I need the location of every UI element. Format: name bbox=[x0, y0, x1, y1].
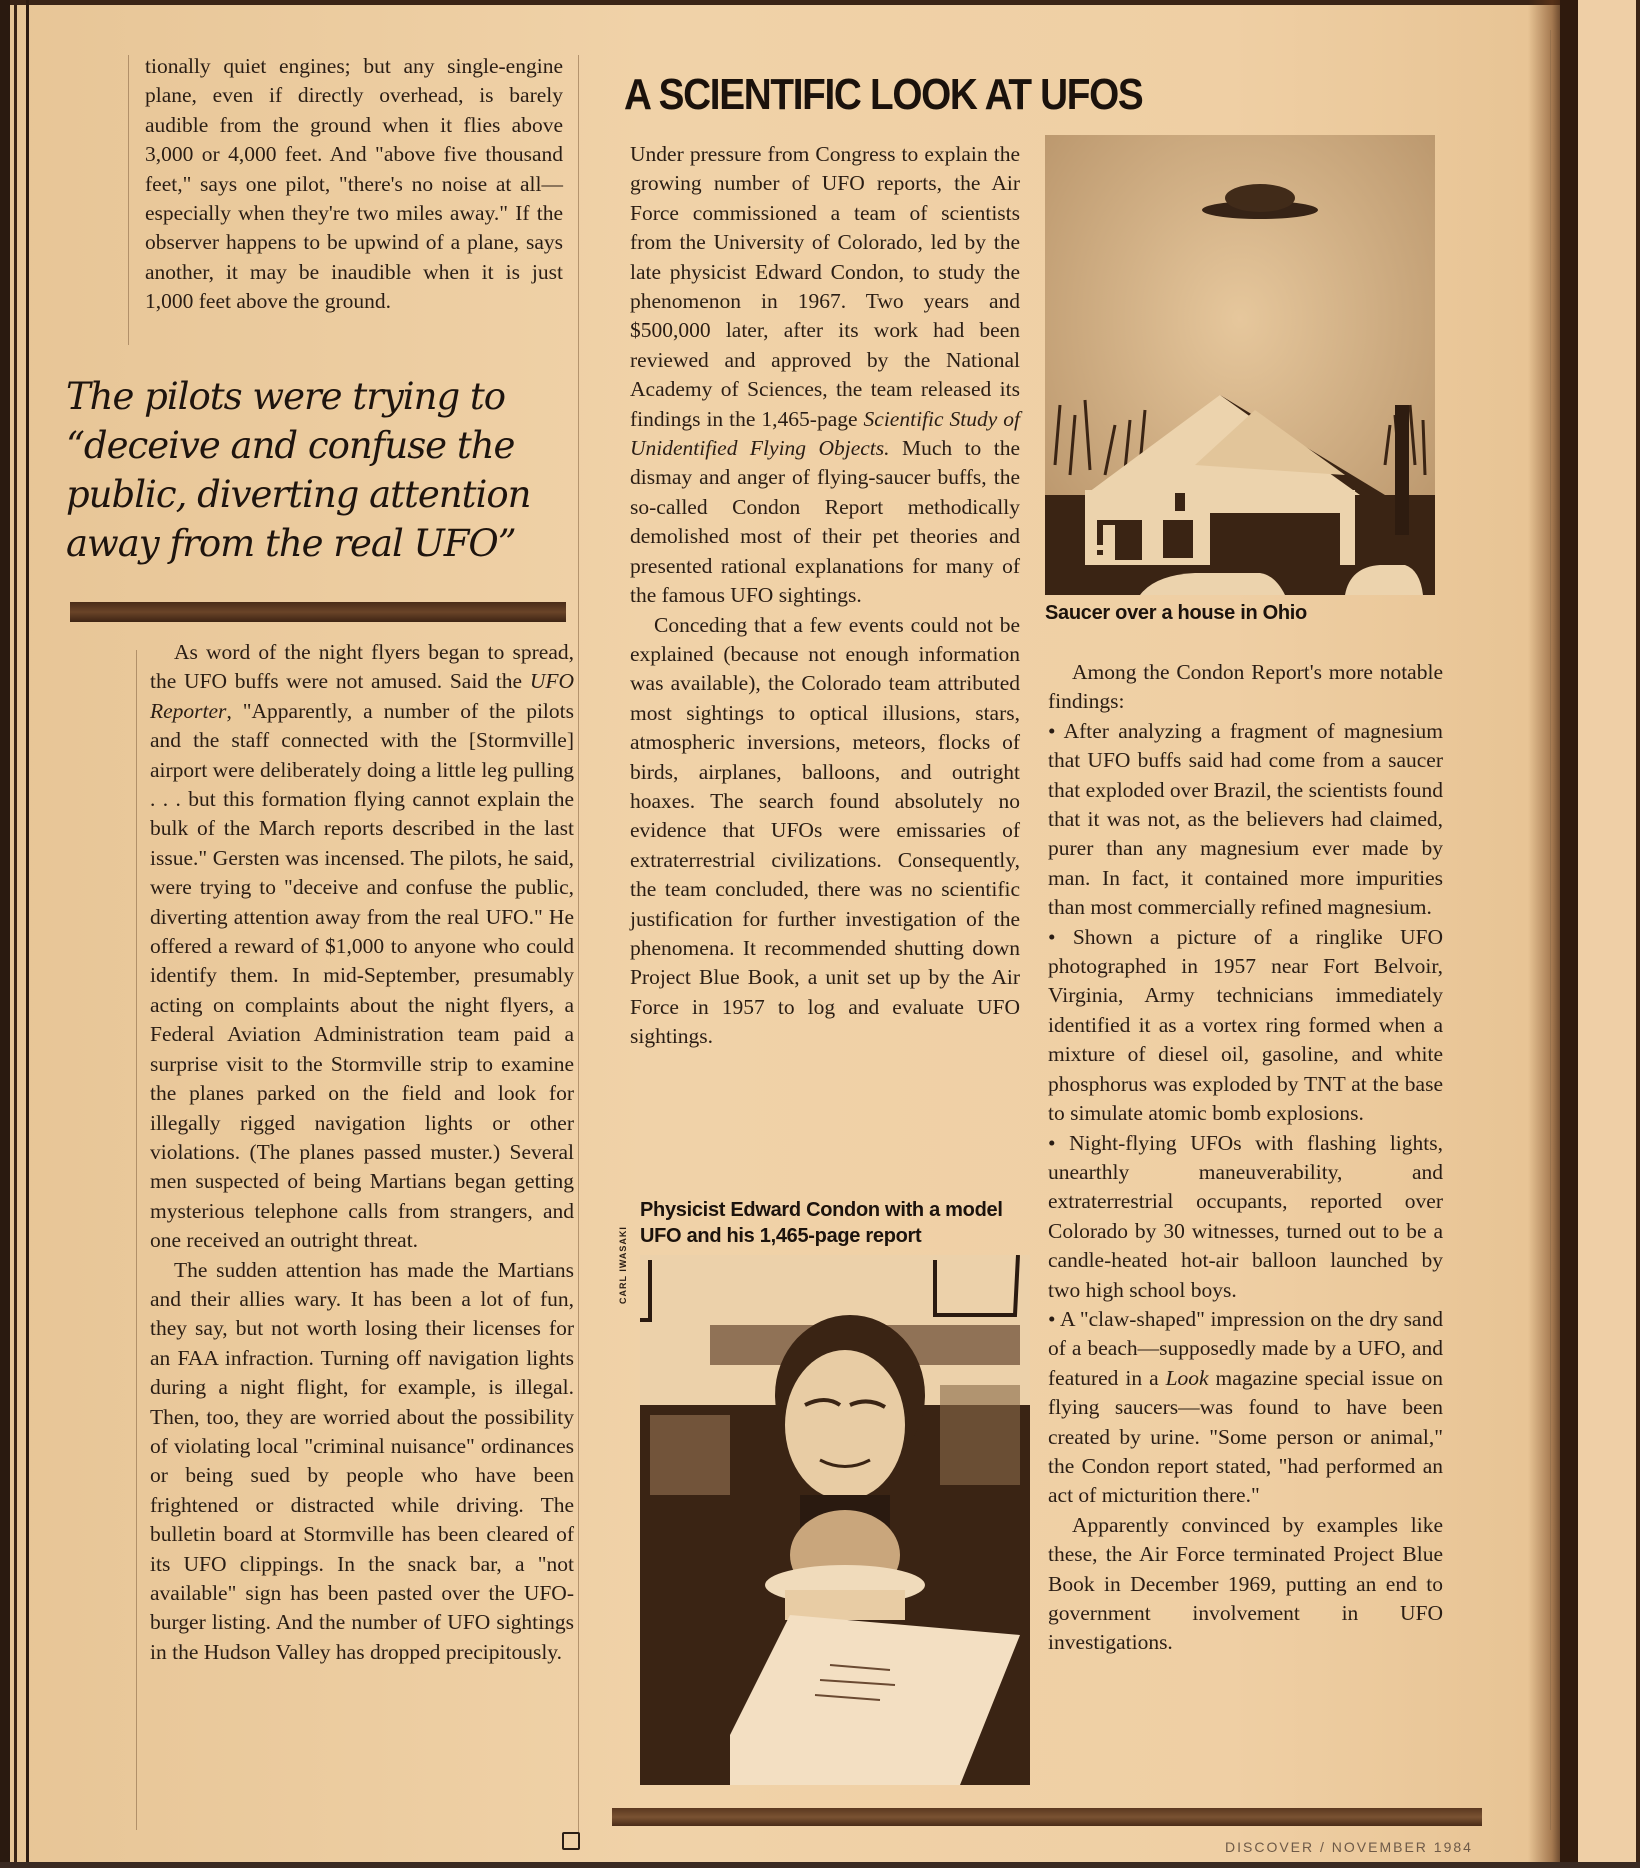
bullet-icon: • bbox=[1048, 1306, 1056, 1331]
column-rule bbox=[1550, 30, 1551, 1830]
bullet-icon: • bbox=[1048, 924, 1056, 949]
saucer-photo bbox=[1045, 135, 1435, 595]
page-right-border bbox=[1636, 0, 1640, 1868]
pull-quote-rule-bar bbox=[70, 602, 566, 622]
finding-text: magazine special issue on flying saucers—was found to have been created by urine. "Some person or animal," the Condon report stated, "had performed an act of micturition there." bbox=[1048, 1365, 1444, 1508]
page-right-edge bbox=[1560, 0, 1578, 1868]
condon-illustration bbox=[640, 1255, 1030, 1785]
binding-edge bbox=[0, 0, 10, 1868]
sidebar-bottom-rule-bar bbox=[612, 1808, 1482, 1826]
text-run: Under pressure from Congress to explain the growing number of UFO reports, the Air Force commissioned a team of scientists from the University of Colorado, led by the late physicist Edward Condon, to study the phenomenon in 1967. Two years and $500,000 later, after its work had been reviewed and approved by the National Academy of Sciences, the team released its findings in the 1,465-page bbox=[630, 142, 1020, 431]
column-rule bbox=[578, 55, 579, 1845]
paragraph: The sudden attention has made the Martians and their allies wary. It has been a lot of fun, they say, but not worth losing their licenses for an FAA infraction. Turning off navigation lights during a night flight, for example, is illegal. Then, too, they are worried about the possibility of violating local "criminal nuisance" ordinances or being sued by people who have been frightened or distracted while driving. The bulletin board at Stormville has been cleared of its UFO clippings. In the snack bar, a "not available" sign has been pasted over the UFO-burger listing. And the number of UFO sightings in the Hudson Valley has dropped precipitously. bbox=[150, 1257, 574, 1664]
finding-text: Night-flying UFOs with flashing lights, unearthly maneuverability, and extraterrestrial occupants, reported over Colorado by 30 witnesses, turned out to be a candle-heated hot-air balloon launched by two high school boys. bbox=[1048, 1130, 1443, 1302]
finding-item bbox=[1048, 1129, 1443, 1305]
page-top-edge bbox=[0, 0, 1640, 5]
paragraph: Conceding that a few events could not be explained (because not enough information was available), the Colorado team attributed most sightings to optical illusions, stars, atmospheric inversions, meteors, flocks of birds, airplanes, balloons, and outright hoaxes. The search found absolutely no evidence that UFOs were emissaries of extraterrestrial civilizations. Consequently, the team concluded, there was no scientific justification for further investigation of the phenomena. It recommended shutting down Project Blue Book, a unit set up by the Air Force in 1957 to log and evaluate UFO sightings. bbox=[630, 612, 1020, 1049]
closing-paragraph: Apparently convinced by examples like these, the Air Force terminated Project Blue Book in December 1969, putting an end to government involvement in UFO investigations. bbox=[1048, 1512, 1443, 1655]
text-run: Much to the dismay and anger of flying-saucer buffs, the so-called Condon Report methodically demolished most of their pet theories and presented rational explanations for many of the famous UFO sightings. bbox=[630, 436, 1020, 608]
column-rule bbox=[128, 55, 129, 345]
saucer-photo-caption: Saucer over a house in Ohio bbox=[1045, 602, 1307, 624]
page-footer: DISCOVER / NOVEMBER 1984 bbox=[1225, 1839, 1473, 1855]
text-run: , "Apparently, a number of the pilots and the staff connected with the [Stormville] airport were deliberately doing a little leg pulling . . . but this formation flying cannot explain the bulk of the March reports described in the last issue." Gersten was incensed. The pilots, he said, were trying to "deceive and confuse the public, diverting attention away from the real UFO." He offered a reward of $1,000 to anyone who could identify them. In mid-September, presumably acting on complaints about the night flyers, a Federal Aviation Administration team paid a surprise visit to the Stormville strip to examine the planes parked on the field and look for illegally rigged navigation lights or other violations. (The planes passed muster.) Several men suspected of being Martians began getting mysterious telephone calls from strangers, and one received an outright threat. bbox=[150, 698, 574, 1253]
findings-intro: Among the Condon Report's more notable findings: bbox=[1048, 660, 1443, 714]
sidebar-headline: A SCIENTIFIC LOOK AT UFOS bbox=[624, 70, 1143, 119]
report-title: Scientific Study of Unidentified Flying Objects. bbox=[630, 406, 1020, 461]
finding-text: After analyzing a fragment of magnesium that UFO buffs said had come from a saucer that exploded over Brazil, the scientists found that it was not, as the believers had claimed, purer than any magnesium ever made by man. In fact, it contained more impurities than most commercially refined magnesium. bbox=[1048, 718, 1443, 920]
binding-line bbox=[14, 0, 17, 1868]
finding-item bbox=[1048, 923, 1443, 1129]
text-run: As word of the night flyers began to spread, the UFO buffs were not amused. Said the bbox=[150, 640, 574, 694]
adjacent-page-strip bbox=[1578, 0, 1636, 1868]
paragraph bbox=[150, 638, 574, 1256]
finding-text: A "claw-shaped" impression on the dry sand of a beach—supposedly made by a UFO, and featured in a bbox=[1048, 1306, 1443, 1390]
binding-line bbox=[26, 0, 29, 1868]
paragraph: tionally quiet engines; but any single-engine plane, even if directly overhead, is barely audible from the ground when it flies above 3,000 or 4,000 feet. And "above five thousand feet," says one pilot, "there's no noise at all—especially when they're two miles away." If the observer happens to be upwind of a plane, says another, it may be inaudible when it is just 1,000 feet above the ground. bbox=[145, 54, 563, 314]
sidebar-middle-text bbox=[630, 140, 1020, 1052]
pull-quote: The pilots were trying to “deceive and confuse the public, diverting attention away from the real UFO” bbox=[66, 375, 531, 565]
saucer-house-illustration bbox=[1045, 135, 1435, 595]
paragraph bbox=[630, 140, 1020, 611]
magazine-title: Look bbox=[1165, 1365, 1209, 1390]
photo-credit: CARL IWASAKI bbox=[618, 1226, 628, 1304]
finding-text: Shown a picture of a ringlike UFO photographed in 1957 near Fort Belvoir, Virginia, Army technicians immediately identified it as a vortex ring formed when a mixture of diesel oil, gasoline, and white phosphorus was exploded by TNT at the base to simulate atomic bomb explosions. bbox=[1048, 924, 1443, 1126]
finding-item bbox=[1048, 1305, 1443, 1511]
left-column-body-text bbox=[150, 638, 574, 1667]
sidebar-right-text bbox=[1048, 658, 1443, 1658]
end-of-article-mark bbox=[562, 1832, 580, 1850]
bullet-icon: • bbox=[1048, 1130, 1056, 1155]
left-column-top-text bbox=[145, 52, 563, 317]
condon-photo-caption: Physicist Edward Condon with a model UFO and his 1,465-page report bbox=[640, 1199, 1003, 1247]
publication-title: UFO Reporter bbox=[150, 669, 574, 723]
column-rule bbox=[136, 650, 137, 1830]
bullet-icon: • bbox=[1048, 718, 1056, 743]
page-bottom-edge bbox=[0, 1862, 1640, 1868]
condon-photo bbox=[640, 1255, 1030, 1785]
finding-item bbox=[1048, 717, 1443, 923]
